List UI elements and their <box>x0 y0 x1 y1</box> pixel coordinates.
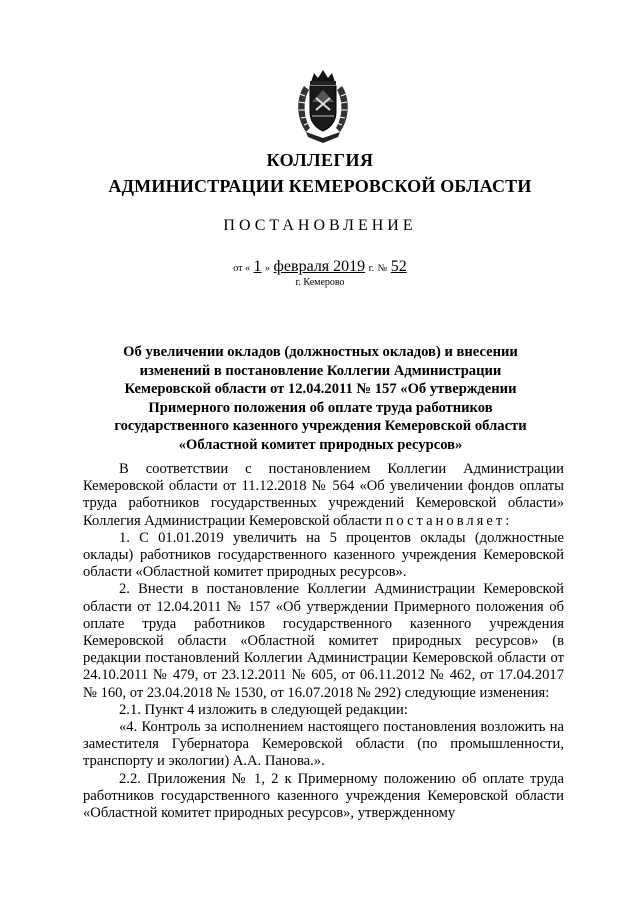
date-mid: » <box>265 263 271 274</box>
paragraph-item-1: 1. С 01.01.2019 увеличить на 5 процентов оклады (должностные оклады) работников государственного казенного учреждения Кемеровской области «Областной комитет природных ресурсов». <box>83 529 564 581</box>
coat-of-arms-emblem <box>294 68 352 144</box>
document-body <box>83 461 564 822</box>
organization-name-line1: КОЛЛЕГИЯ <box>266 150 374 170</box>
date-day: 1 <box>253 258 262 275</box>
date-prefix: от « <box>233 263 251 274</box>
preamble-text: В соответствии с постановлением Коллегии Администрации Кемеровской области от 11.12.2018 № 564 «Об увеличении фондов оплаты труда работников государственных учреждений Кемеровской области» Коллегия Администрации Кемеровской области <box>83 461 564 529</box>
paragraph-item-2-1: 2.1. Пункт 4 изложить в следующей редакции: <box>119 701 408 718</box>
paragraph-quoted-item-4: «4. Контроль за исполнением настоящего постановления возложить на заместителя Губернатора Кемеровской области (по промышленности, транспорту и экологии) А.А. Панова.». <box>83 719 564 770</box>
document-title: Об увеличении окладов (должностных окладов) и внесении изменений в постановление Коллегии Администрации Кемеровской области от 12.04.2011 № 157 «Об утверждении Примерного положения об оплате труда работников государственного казенного учреждения Кемеровской области «Областной комитет природных ресурсов» <box>114 344 527 453</box>
date-month-year: февраля 2019 <box>273 258 366 275</box>
document-number: 52 <box>390 258 407 275</box>
paragraph-item-2-2: 2.2. Приложения № 1, 2 к Примерному положению об оплате труда работников государственного казенного учреждения Кемеровской области «Областной комитет природных ресурсов», утвержденному <box>83 770 564 822</box>
number-prefix: № <box>377 263 388 274</box>
paragraph-preamble <box>83 461 564 530</box>
date-number-line <box>0 258 640 276</box>
city-name: г. Кемерово <box>295 277 345 288</box>
decree-word: постановляет: <box>385 512 513 529</box>
paragraph-item-2: 2. Внести в постановление Коллегии Администрации Кемеровской области от 12.04.2011 № 157 «Об утверждении Примерного положения об оплате труда работников государственного казенного учреждения Кемеровской области «Областной комитет природных ресурсов» (в редакции постановлений Коллегии Администрации Кемеровской области от 24.10.2011 № 479, от 23.12.2011 № 605, от 06.11.2012 № 462, от 17.04.2017 № 160, от 23.04.2018 № 1530, от 16.07.2018 № 292) следующие изменения: <box>83 581 564 701</box>
organization-name-line2: АДМИНИСТРАЦИИ КЕМЕРОВСКОЙ ОБЛАСТИ <box>108 176 532 196</box>
document-type: ПОСТАНОВЛЕНИЕ <box>223 217 417 234</box>
year-suffix: г. <box>368 263 375 274</box>
